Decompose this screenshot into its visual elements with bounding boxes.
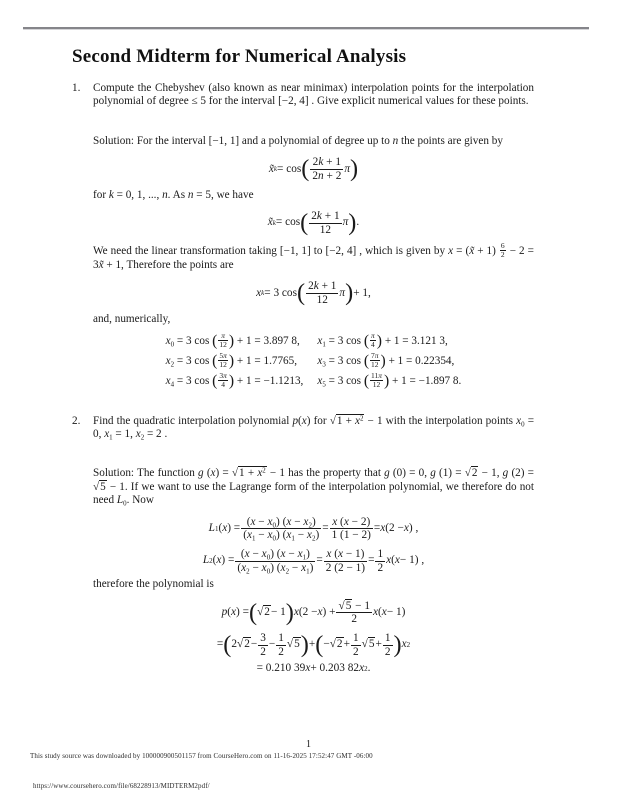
formula-lagrange-L2: L 2 ( x ) = $(x - x_0)$ $(x - x_1)$ $(x_2 - x_0) (x_2 - x_1)$ = x (x − 1) 2 (2 − 1) = 1 2 x ( x − 1) , [202,547,425,576]
problem-2 [72,415,534,679]
problem-1-statement: Compute the Chebyshev (also known as near minimax) interpolation points for the interpolation polynomial of degree ≤ 5 for the interval [−2, 4] . Give explicit numerical values for these points. [93,82,534,108]
problem-1-para-transform: We need the linear transformation taking [−1, 1] to [−2, 4] , which is given by x = (x̃ + 1) $\frac{6}{2}$ − 2 = 3x̃ + 1, Therefore the points are [93,241,534,271]
formula-chebyshev-n5: x̃ k = cos ( 2k + 1 12 π ) . [267,209,360,237]
top-horizontal-rule [23,27,589,29]
chebyshev-value-x0: $x_0 = 3$ cos ( $\frac{\pi}{12}$ ) + 1 = 3.897 8, [165,331,300,350]
problem-1-number: 1. [72,82,81,94]
problem-1-para-k: for k = 0, 1, ..., n. As n = 5, we have [93,188,254,201]
chebyshev-value-x5: $x_5 = 3$ cos ( $\frac{11\pi}{12}$ ) + 1 = −1.897 8. [317,370,462,390]
formula-polynomial-line3: = 0.210 39 x + 0.203 82 x 2 . [256,662,371,675]
problem-1-body [93,82,534,391]
coursehero-file-link[interactable]: https://www.coursehero.com/file/68228913/MIDTERM2pdf/ [33,782,210,790]
formula-numeric-values [93,332,534,389]
problem-1-solution-intro: Solution: For the interval [−1, 1] and a polynomial of degree up to n the points are given by [93,134,503,147]
chebyshev-value-x1: $x_1 = 3$ cos ( $\frac{\pi}{4}$ ) + 1 = 3.121 3, [317,331,448,350]
chebyshev-value-x2: $x_2 = 3$ cos ( $\frac{5\pi}{12}$ ) + 1 = 1.7765, [165,350,298,370]
problem-1 [72,82,534,391]
formula-transformed-points: x k = 3 cos ( 2k + 1 12 π ) + 1, [256,279,371,307]
formula-polynomial-line1: p ( x ) = ( √2 − 1 ) x (2 − x ) + √5 − 1 2 x ( x − 1) [221,598,406,626]
download-attribution-note: This study source was downloaded by 100000900501157 from CourseHero.com on 11-16-2025 17:52:47 GMT -06:00 [30,752,373,760]
document-title: Second Midterm for Numerical Analysis [72,46,407,67]
formula-polynomial-line2: = ( 2 √2 − 3 2 − 1 2 √5 ) + ( − √2 + 1 2 √5 + 1 2 ) x 2 [216,631,411,659]
formula-lagrange-L1: L 1 ( x ) = $(x - x_0)$ $(x - x_2)$ $(x_1 - x_0) (x_1 - x_2)$ = x (x − 2) 1 (1 − 2) = x (2 − x ) , [208,515,419,543]
chebyshev-value-x4: $x_4 = 3$ cos ( $\frac{3\pi}{4}$ ) + 1 = −1.1213, [165,370,304,390]
problem-2-solution-intro: Solution: The function g $(x) = √1 + x^2 - 1$ has the property that g (0) = 0, g (1) = √2 − 1, g (2) = √5 − 1. If we want to use the Lagrange form of the interpolation polynomial, we therefore do not need $L_0$. Now [93,467,534,508]
formula-chebyshev-general: x̃ k = cos ( 2k + 1 2n + 2 π ) [268,155,359,183]
problem-1-para-numerically: and, numerically, [93,312,171,325]
problem-2-body [93,415,534,679]
document-body [72,46,534,679]
page-number: 1 [306,739,311,750]
problem-2-statement: Find the quadratic interpolation polynomial p(x) for $√1 + x^2 - 1$ with the interpolation points $x_0 = 0$, $x_1 = 1$, $x_2 = 2$ . [93,414,535,442]
problem-2-para-therefore: therefore the polynomial is [93,578,214,591]
chebyshev-value-x3: $x_3 = 3$ cos ( $\frac{7\pi}{12}$ ) + 1 = 0.22354, [317,350,455,370]
problem-2-number: 2. [72,414,81,427]
